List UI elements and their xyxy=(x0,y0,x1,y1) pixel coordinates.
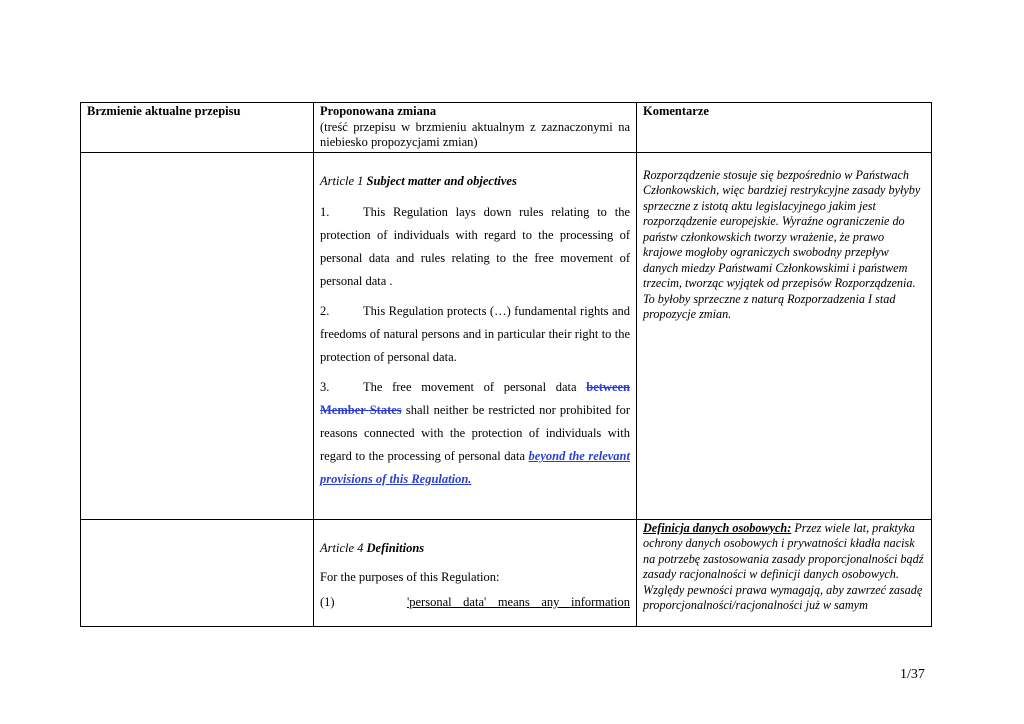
row2-proposed-cell xyxy=(314,519,637,626)
paragraph-text: The free movement of personal data xyxy=(363,380,587,394)
article-1-paragraph-3 xyxy=(320,376,630,491)
article-1-paragraph-1 xyxy=(320,201,630,293)
paragraph-text: This Regulation protects (…) fundamental rights and freedoms of natural persons and in particular their right to the protection of personal data. xyxy=(320,304,630,364)
comment-text xyxy=(643,521,925,614)
header-comments xyxy=(637,103,932,153)
header-proposed-change xyxy=(314,103,637,153)
amendment-table xyxy=(80,102,932,627)
article-1-title: Subject matter and objectives xyxy=(366,173,517,188)
definition-1 xyxy=(320,591,630,614)
article-1-label: Article 1 xyxy=(320,173,367,188)
paragraph-number: 3. xyxy=(320,380,330,394)
row2-comment-cell xyxy=(637,519,932,626)
header-col2-title: Proponowana zmiana xyxy=(320,104,437,118)
paragraph-number: 2. xyxy=(320,304,330,318)
comment-body: Przez wiele lat, praktyka ochrony danych osobowych i prywatności kładła nacisk na potrzebę zastosowania zasady proporcjonalności bądź zasady racjonalności w definicji danych osobowych. Względy pewności prawa wymagają, aby zawrzeć zasadę proporcjonalności/racjonalności już w samym xyxy=(643,520,924,612)
article-1-heading xyxy=(320,174,630,190)
table-header-row xyxy=(81,103,932,153)
deleted-text: between Member States xyxy=(320,380,630,417)
article-4-title: Definitions xyxy=(366,540,425,555)
article-4-heading xyxy=(320,541,630,557)
header-col1-label: Brzmienie aktualne przepisu xyxy=(87,104,241,118)
header-current-text xyxy=(81,103,314,153)
row1-comment-cell xyxy=(637,152,932,519)
definitions-intro: For the purposes of this Regulation: xyxy=(320,570,500,584)
row2-current-text-cell xyxy=(81,519,314,626)
row1-current-text-cell xyxy=(81,152,314,519)
article-4-label: Article 4 xyxy=(320,540,367,555)
comment-text: Rozporządzenie stosuje się bezpośrednio w Państwach Członkowskich, więc bardziej restrykcyjne zasady byłyby sprzeczne z istotą aktu legislacyjnego jakim jest rozporządzenie europejskie. Wyraźne ograniczenie do państw członkowskich tworzy wrażenie, że prawo krajowe mogłoby ograniczych swobodny przepływ danych miedzy Państwami Członkowskimi i państwem trzecim, tworząc wyjątek od przepisów Rozporządzenia. To byłoby sprzeczne z naturą Rozporzadzenia I stad propozycje zmian. xyxy=(643,167,921,321)
table-row xyxy=(81,519,932,626)
added-text: beyond the relevant provisions of this Regulation. xyxy=(320,449,630,486)
row1-proposed-cell xyxy=(314,152,637,519)
header-col2-subtitle: (treść przepisu w brzmieniu aktualnym z zaznaczonymi na niebiesko propozycjami zmian) xyxy=(320,119,630,149)
definition-text: 'personal data' means any information xyxy=(407,595,630,609)
comment-heading: Definicja danych osobowych: xyxy=(643,520,792,535)
paragraph-text: shall neither be restricted nor prohibited for reasons connected with the protection of individuals with regard to the processing of personal data xyxy=(320,403,630,463)
header-col3-label: Komentarze xyxy=(643,104,709,118)
paragraph-text: This Regulation lays down rules relating to the protection of individuals with regard to the processing of personal data and rules relating to the free movement of personal data . xyxy=(320,205,630,288)
page-number: 1/37 xyxy=(900,667,925,682)
paragraph-number: 1. xyxy=(320,205,330,219)
definition-number: (1) xyxy=(320,595,335,609)
article-1-paragraph-2 xyxy=(320,300,630,369)
table-row xyxy=(81,152,932,519)
